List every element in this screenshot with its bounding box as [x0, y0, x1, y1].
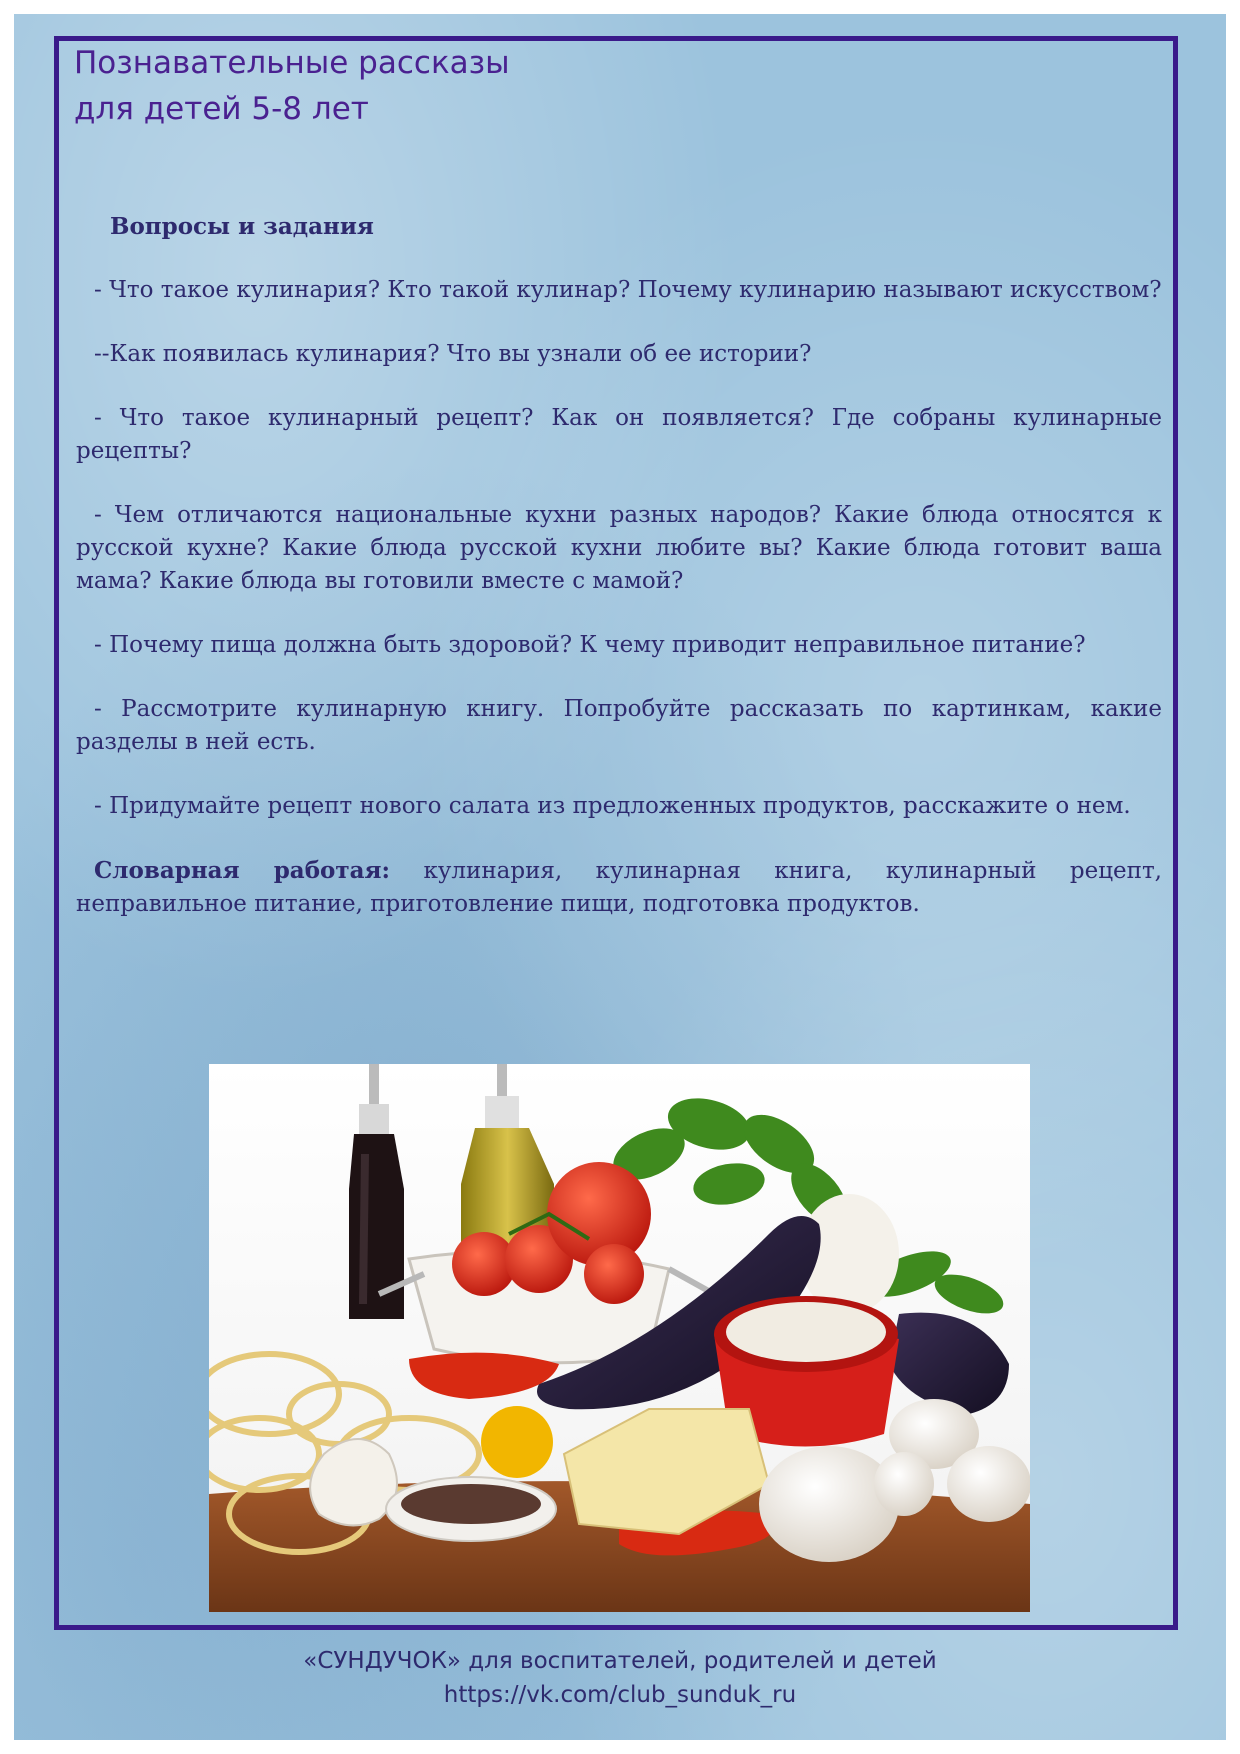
question-item: - Чем отличаются национальные кухни разных народов? Какие блюда относятся к русской кухне? Какие блюда русской кухни любите вы? Какие блюда готовит ваша мама? Какие блюда вы готовили вместе с мамой? [76, 502, 1162, 594]
peppercorn-bowl [386, 1477, 556, 1541]
page-title [74, 40, 510, 132]
vocabulary-paragraph [76, 854, 1162, 921]
footer-brand: «СУНДУЧОК» для воспитателей, родителей и детей [303, 1648, 937, 1674]
yellow-pepper [481, 1406, 553, 1478]
questions-section [76, 210, 1162, 921]
question-item: - Рассмотрите кулинарную книгу. Попробуйте рассказать по картинкам, какие разделы в ней есть. [76, 696, 1162, 755]
vocabulary-label: Словарная работая: [94, 857, 391, 884]
question-item: --Как появилась кулинария? Что вы узнали об ее истории? [94, 341, 812, 367]
question-item: - Придумайте рецепт нового салата из предложенных продуктов, расскажите о нем. [94, 793, 1131, 819]
question-item: - Что такое кулинария? Кто такой кулинар? Почему кулинарию называют искусством? [94, 277, 1162, 303]
footer-link[interactable]: https://vk.com/club_sunduk_ru [443, 1682, 797, 1708]
question-item: - Что такое кулинарный рецепт? Как он появляется? Где собраны кулинарные рецепты? [76, 405, 1162, 464]
section-heading: Вопросы и задания [110, 213, 374, 240]
title-line-2: для детей 5-8 лет [74, 91, 369, 127]
food-photo [209, 1064, 1030, 1612]
title-line-1: Познавательные рассказы [74, 45, 510, 81]
vocabulary-text: кулинария, кулинарная книга, кулинарный рецепт, неправильное питание, приготовление пищи, подготовка продуктов. [76, 858, 1162, 917]
question-item: - Почему пища должна быть здоровой? К чему приводит неправильное питание? [94, 632, 1086, 658]
